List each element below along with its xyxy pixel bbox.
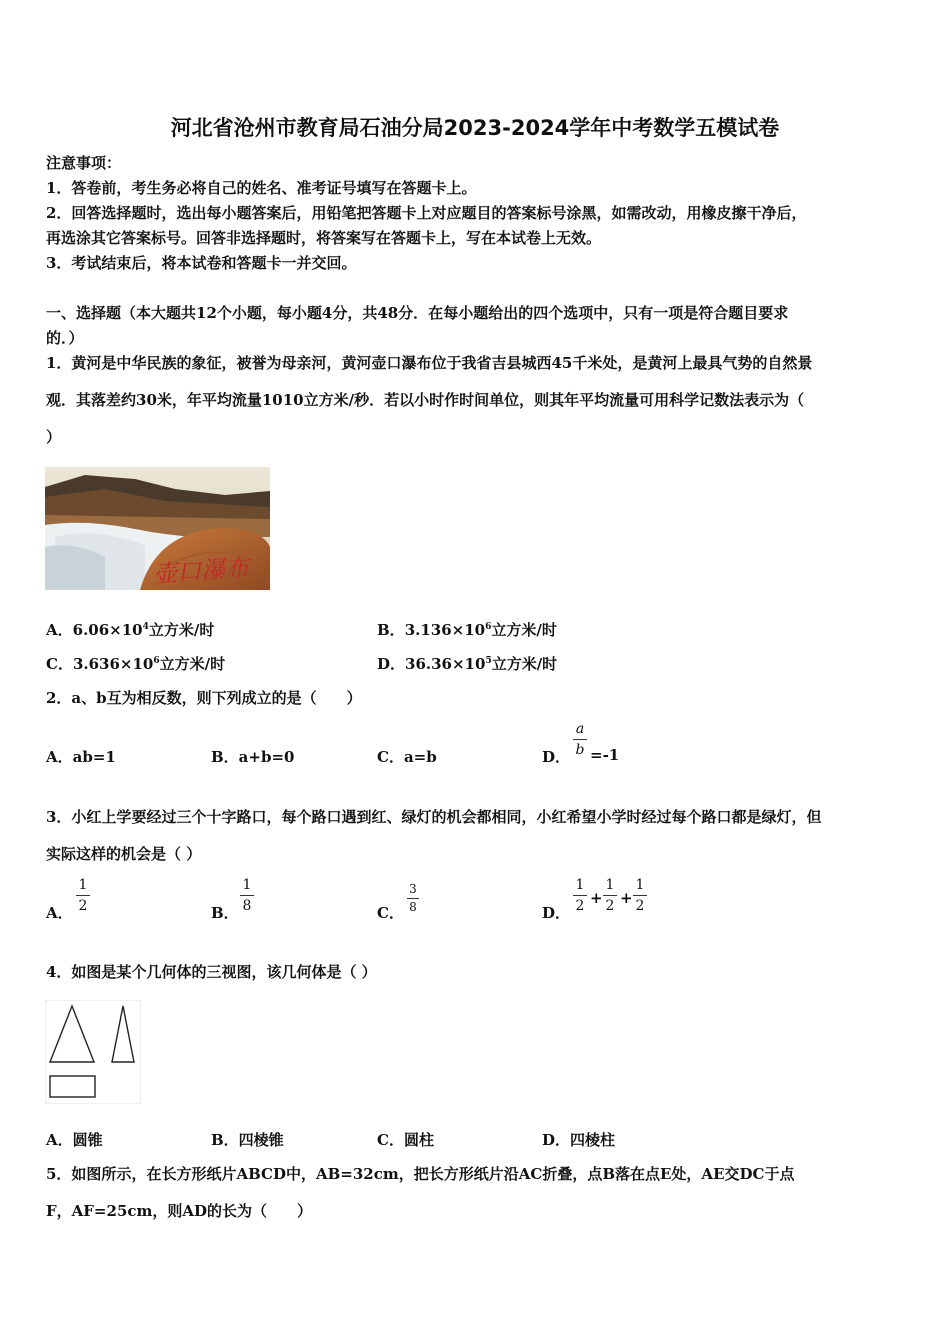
option-unit: 立方米/时 <box>491 621 557 639</box>
option-2a[interactable]: A．ab=1 <box>46 748 116 766</box>
notice-item: 2．回答选择题时，选出每小题答案后，用铅笔把答题卡上对应题目的答案标号涂黑，如需改动，用橡皮擦干净后， <box>46 204 807 222</box>
option-exponent: 6 <box>485 622 492 632</box>
question-2-stem: 2．a、b互为相反数，则下列成立的是（ ） <box>46 689 362 707</box>
option-value-base: 36.36×10 <box>405 655 486 673</box>
question-5-stem: F，AF=25cm，则AD的长为（ ） <box>46 1202 313 1220</box>
denominator: 2 <box>575 898 585 914</box>
fraction-bar <box>603 895 617 896</box>
option-4c[interactable]: C．圆柱 <box>377 1131 434 1149</box>
waterfall-photo <box>45 467 270 590</box>
notice-item: 1．答卷前，考生务必将自己的姓名、准考证号填写在答题卡上。 <box>46 179 477 197</box>
fraction-one-half <box>633 876 647 915</box>
notice-item: 3．考试结束后，将本试卷和答题卡一并交回。 <box>46 254 357 272</box>
option-exponent: 5 <box>485 656 492 666</box>
fraction-bar <box>240 895 254 896</box>
option-1a[interactable] <box>46 619 214 640</box>
option-2d-label[interactable]: D． <box>542 748 571 766</box>
option-4a[interactable]: A．圆锥 <box>46 1131 103 1149</box>
section-heading: 一、选择题（本大题共12个小题，每小题4分，共48分．在每小题给出的四个选项中，只有一项是符合题目要求 <box>46 304 789 322</box>
fraction-bar <box>573 895 587 896</box>
question-3-stem: 实际这样的机会是（ ） <box>46 845 202 863</box>
option-exponent: 4 <box>142 622 149 632</box>
numerator: a <box>575 721 585 737</box>
option-3d-label[interactable]: D． <box>542 904 571 922</box>
page-title: 河北省沧州市教育局石油分局2023-2024学年中考数学五模试卷 <box>170 116 780 140</box>
option-label: C． <box>46 655 73 673</box>
option-exponent: 6 <box>153 656 160 666</box>
option-unit: 立方米/时 <box>491 655 558 673</box>
plus-sign: + <box>620 889 633 907</box>
denominator: 2 <box>605 898 615 914</box>
fraction-three-eighths <box>407 882 419 915</box>
fraction-one-eighth <box>240 876 254 915</box>
question-1-stem: 1．黄河是中华民族的象征，被誉为母亲河，黄河壶口瀑布位于我省吉县城西45千米处，是黄河上最具气势的自然景 <box>46 354 813 372</box>
three-view-drawing <box>45 1000 141 1104</box>
denominator: 8 <box>409 900 417 914</box>
option-2c[interactable]: C．a=b <box>377 748 437 766</box>
option-1d[interactable] <box>377 653 557 674</box>
fraction-bar <box>407 898 419 899</box>
section-heading-cont: 的．） <box>46 329 84 347</box>
photo-caption: 壶口瀑布 <box>152 553 251 589</box>
question-1-stem: 观．其落差约30米，年平均流量1010立方米/秒．若以小时作时间单位，则其年平均流量可用科学记数法表示为（ <box>46 391 805 409</box>
option-unit: 立方米/时 <box>148 621 215 639</box>
option-4b[interactable]: B．四棱锥 <box>211 1131 284 1149</box>
numerator: 1 <box>605 877 615 893</box>
notice-heading: 注意事项： <box>46 154 122 172</box>
option-value-base: 6.06×10 <box>72 621 143 639</box>
numerator: 1 <box>635 877 645 893</box>
option-2b[interactable]: B．a+b=0 <box>211 748 295 766</box>
fraction-one-half <box>573 876 587 915</box>
denominator: 2 <box>635 898 645 914</box>
option-1c[interactable] <box>46 653 225 674</box>
numerator: 3 <box>409 882 417 896</box>
option-unit: 立方米/时 <box>159 655 226 673</box>
option-4d[interactable]: D．四棱柱 <box>542 1131 616 1149</box>
denominator: 8 <box>242 898 252 914</box>
option-3c-label[interactable]: C． <box>377 904 404 922</box>
option-label: B． <box>377 621 405 639</box>
option-1b[interactable] <box>377 619 557 640</box>
question-4-stem: 4．如图是某个几何体的三视图，该几何体是（ ） <box>46 963 377 981</box>
option-2d-tail: =-1 <box>590 746 620 764</box>
fraction-bar <box>573 739 587 740</box>
fraction-bar <box>633 895 647 896</box>
fraction-one-half <box>76 876 90 915</box>
option-label: A． <box>46 621 73 639</box>
notice-item: 再选涂其它答案标号。回答非选择题时，将答案写在答题卡上，写在本试卷上无效。 <box>46 229 602 247</box>
option-label: D． <box>377 655 406 673</box>
denominator: b <box>575 742 585 758</box>
plus-sign: + <box>590 889 603 907</box>
fraction-a-over-b <box>573 720 587 759</box>
question-3-stem: 3．小红上学要经过三个十字路口，每个路口遇到红、绿灯的机会都相同，小红希望小学时经过每个路口都是绿灯，但 <box>46 808 822 826</box>
fraction-bar <box>76 895 90 896</box>
fraction-one-half <box>603 876 617 915</box>
question-1-stem: ） <box>46 428 62 446</box>
option-3b-label[interactable]: B． <box>211 904 239 922</box>
numerator: 1 <box>78 877 88 893</box>
option-value-base: 3.136×10 <box>404 621 486 639</box>
option-3a-label[interactable]: A． <box>46 904 73 922</box>
option-value-base: 3.636×10 <box>72 655 154 673</box>
denominator: 2 <box>78 898 88 914</box>
three-view-diagram <box>45 1000 141 1104</box>
numerator: 1 <box>575 877 585 893</box>
numerator: 1 <box>242 877 252 893</box>
question-5-stem: 5．如图所示，在长方形纸片ABCD中，AB=32cm，把长方形纸片沿AC折叠，点B落在点E处，AE交DC于点 <box>46 1165 795 1183</box>
